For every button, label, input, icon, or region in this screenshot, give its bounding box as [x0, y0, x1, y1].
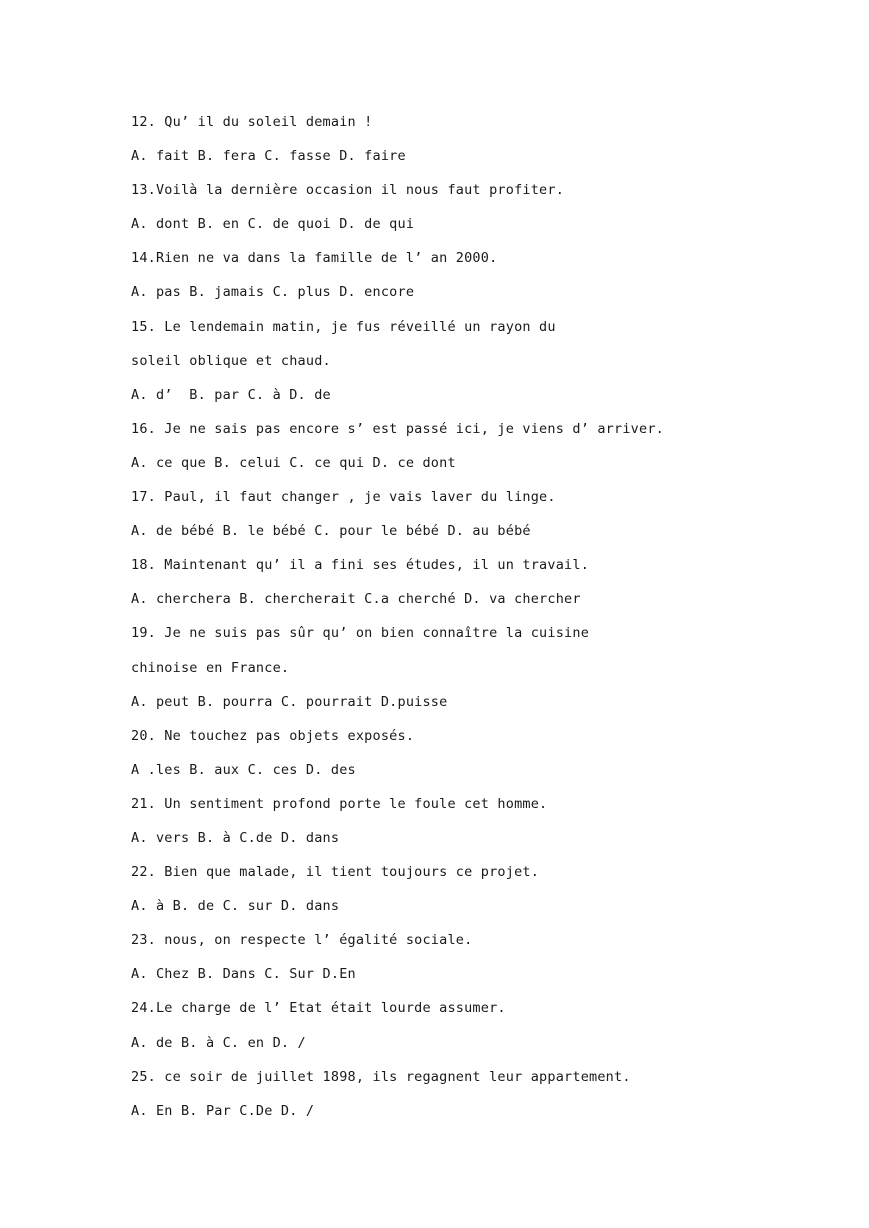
question-23: 23. nous, on respecte l’ égalité sociale. — [131, 932, 473, 949]
options-21: A. vers B. à C.de D. dans — [131, 829, 340, 846]
options-20: A .les B. aux C. ces D. des — [131, 761, 356, 778]
options-15: A. d’ B. par C. à D. de — [131, 386, 331, 403]
options-24: A. de B. à C. en D. / — [131, 1034, 306, 1051]
options-12: A. fait B. fera C. fasse D. faire — [131, 148, 406, 165]
options-22: A. à B. de C. sur D. dans — [131, 898, 340, 915]
question-25: 25. ce soir de juillet 1898, ils regagnent leur appartement. — [131, 1068, 631, 1085]
options-13: A. dont B. en C. de quoi D. de qui — [131, 216, 415, 233]
options-25: A. En B. Par C.De D. / — [131, 1102, 315, 1119]
question-15: 15. Le lendemain matin, je fus réveillé un rayon du — [131, 318, 556, 335]
question-21: 21. Un sentiment profond porte le foule cet homme. — [131, 795, 548, 812]
exercise-text — [131, 113, 791, 1136]
options-19: A. peut B. pourra C. pourrait D.puisse — [131, 693, 448, 710]
question-17: 17. Paul, il faut changer , je vais laver du linge. — [131, 489, 556, 506]
question-24: 24.Le charge de l’ Etat était lourde assumer. — [131, 1000, 506, 1017]
question-19-continued: chinoise en France. — [131, 659, 290, 676]
question-19: 19. Je ne suis pas sûr qu’ on bien connaître la cuisine — [131, 625, 590, 642]
question-13: 13.Voilà la dernière occasion il nous faut profiter. — [131, 182, 565, 199]
question-14: 14.Rien ne va dans la famille de l’ an 2000. — [131, 250, 498, 267]
options-16: A. ce que B. celui C. ce qui D. ce dont — [131, 454, 456, 471]
options-14: A. pas B. jamais C. plus D. encore — [131, 284, 415, 301]
question-18: 18. Maintenant qu’ il a fini ses études, il un travail. — [131, 557, 590, 574]
options-23: A. Chez B. Dans C. Sur D.En — [131, 966, 356, 983]
question-15-continued: soleil oblique et chaud. — [131, 352, 331, 369]
options-17: A. de bébé B. le bébé C. pour le bébé D. au bébé — [131, 523, 531, 540]
question-22: 22. Bien que malade, il tient toujours ce projet. — [131, 864, 540, 881]
question-16: 16. Je ne sais pas encore s’ est passé ici, je viens d’ arriver. — [131, 420, 664, 437]
question-20: 20. Ne touchez pas objets exposés. — [131, 727, 415, 744]
options-18: A. cherchera B. chercherait C.a cherché D. va chercher — [131, 591, 581, 608]
question-12: 12. Qu’ il du soleil demain ! — [131, 114, 373, 130]
